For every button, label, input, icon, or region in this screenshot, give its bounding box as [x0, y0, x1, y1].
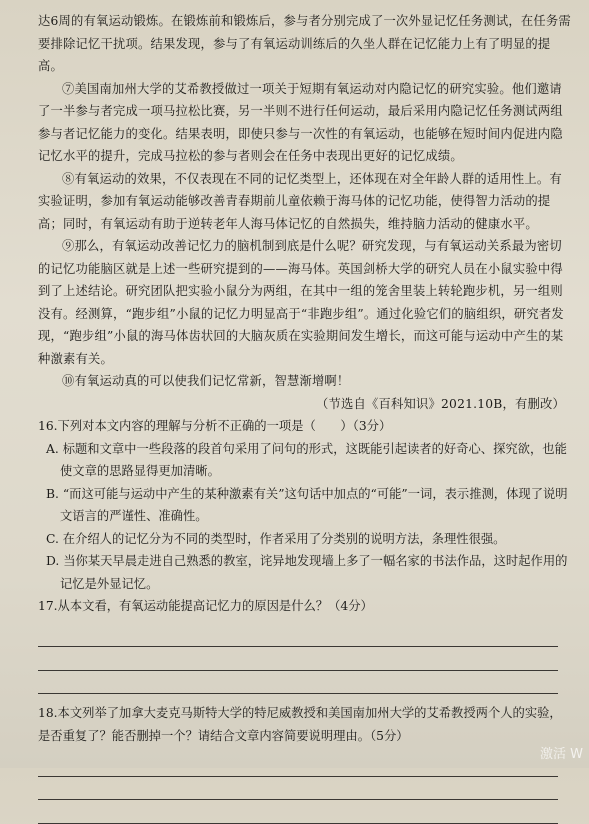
watermark: 激活 W	[540, 747, 583, 762]
question-17	[38, 595, 573, 694]
paragraph-8: ⑧有氧运动的效果，不仅表现在不同的记忆类型上，还体现在对全年龄人群的适用性上。有实验证明，参加有氧运动能够改善青春期前儿童依赖于海马体的记忆功能，使得智力活动的提高；同时，有氧运动有助于逆转老年人海马体记忆的自然损失，维持脑力活动的健康水平。	[38, 171, 562, 231]
question-16-option-a: A. 标题和文章中一些段落的段首句采用了问句的形式，这既能引起读者的好奇心、探究欲，也能使文章的思路显得更加清晰。	[46, 441, 567, 478]
question-16-option-b: B. “而这可能与运动中产生的某种激素有关”这句话中加点的“可能”一词，表示推测，体现了说明文语言的严谨性、准确性。	[46, 486, 568, 523]
answer-line[interactable]	[38, 753, 558, 777]
paragraph-10: ⑩有氧运动真的可以使我们记忆常新，智慧渐增啊！	[62, 374, 350, 388]
answer-line[interactable]	[38, 671, 558, 695]
answer-line[interactable]	[38, 624, 558, 648]
question-17-stem: 17.从本文看，有氧运动能提高记忆力的原因是什么？（4分）	[38, 599, 373, 613]
answer-line[interactable]	[38, 800, 558, 824]
question-16	[38, 415, 573, 595]
question-16-option-d: D. 当你某天早晨走进自己熟悉的教室，诧异地发现墙上多了一幅名家的书法作品，这时起作用的记忆是外显记忆。	[46, 554, 568, 591]
source-citation: （节选自《百科知识》2021.10B，有删改）	[316, 396, 565, 411]
paragraph-7: ⑦美国南加州大学的艾希教授做过一项关于短期有氧运动对内隐记忆的研究实验。他们邀请了一半参与者完成一项马拉松比赛，另一半则不进行任何运动，最后采用内隐记忆任务测试两组参与者记忆能力的变化。结果表明，即使只参与一次性的有氧运动，也能够在短时间内促进内隐记忆水平的提升，完成马拉松的参与者则会在任务中表现出更好的记忆成绩。	[38, 81, 563, 163]
paragraph-9: ⑨那么，有氧运动改善记忆力的脑机制到底是什么呢？研究发现，与有氧运动关系最为密切的记忆功能脑区就是上述一些研究提到的——海马体。英国剑桥大学的研究人员在小鼠实验中得到了上述结论。研究团队把实验小鼠分为两组，在其中一组的笼舍里装上转轮跑步机，另一组则没有。经测算，“跑步组”小鼠的记忆力明显高于“非跑步组”。通过化验它们的脑组织，研究者发现，“跑步组”小鼠的海马体齿状回的大脑灰质在实验期间发生增长，而这可能与运动中产生的某种激素有关。	[38, 239, 564, 366]
question-18-stem: 18.本文列举了加拿大麦克马斯特大学的特尼威教授和美国南加州大学的艾希教授两个人的实验，是否重复了？能否删掉一个？请结合文章内容简要说明理由。（5分）	[38, 706, 562, 743]
answer-lines-18	[38, 753, 573, 824]
question-16-stem: 16.下列对本文内容的理解与分析不正确的一项是（ ）（3分）	[38, 419, 392, 433]
paragraph-6-end: 达6周的有氧运动锻炼。在锻炼前和锻炼后，参与者分别完成了一次外显记忆任务测试，在任务需要排除记忆干扰项。结果发现，参与了有氧运动训练后的久坐人群在记忆能力上有了明显的提高。	[38, 14, 571, 73]
question-16-option-c: C. 在介绍人的记忆分为不同的类型时，作者采用了分类别的说明方法，条理性很强。	[46, 531, 506, 546]
question-18	[38, 702, 573, 824]
answer-line[interactable]	[38, 647, 558, 671]
answer-lines-17	[38, 624, 573, 695]
answer-line[interactable]	[38, 777, 558, 801]
exam-page	[38, 10, 573, 824]
